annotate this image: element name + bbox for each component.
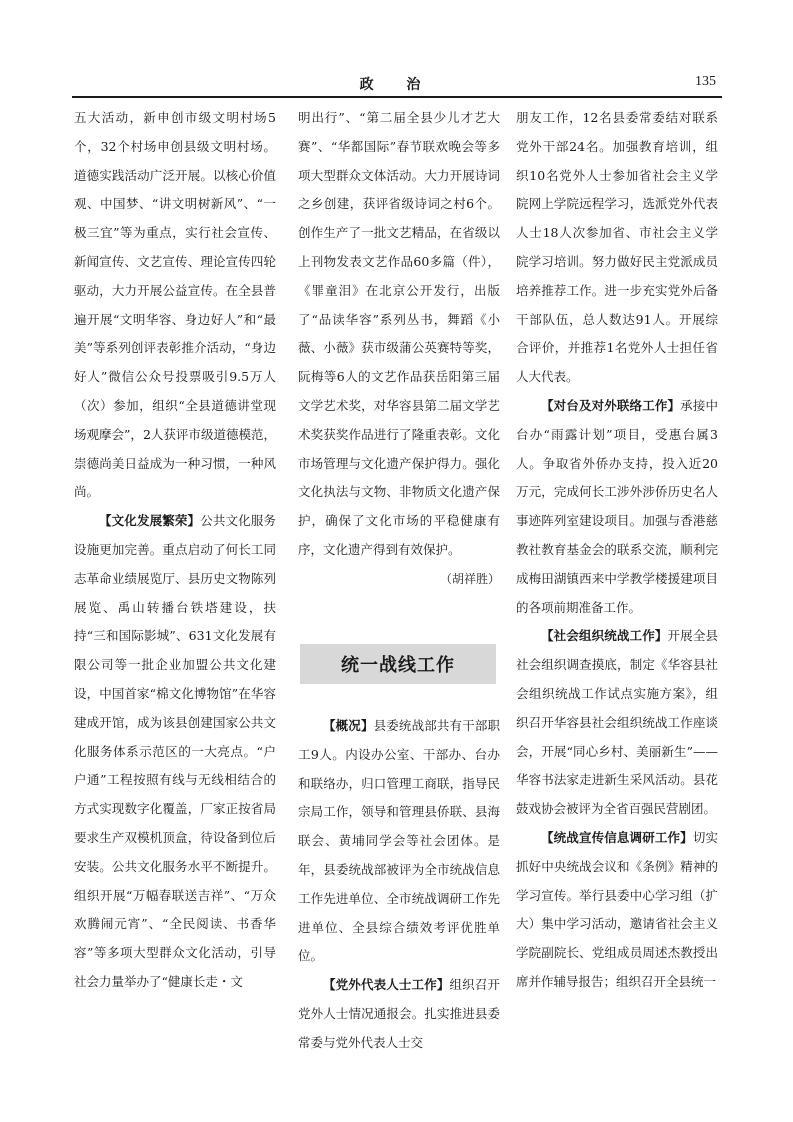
section-heading: 【概况】 <box>323 718 374 733</box>
section-heading: 【对台及对外联络工作】 <box>541 397 681 413</box>
paragraph-body: 县委统战部共有干部职工9人。内设办公室、干部办、台办和联络办，归口管理工商联，指导民宗局工作，领导和管理县侨联、县海联会、黄埔同学会等社会团体。是年，县委统战部被评为全市统战信息工作先进单位、全市统战调研工作先进单位、全县综合绩效考评优胜单位。 <box>298 718 500 964</box>
section-heading: 【统战宣传信息调研工作】 <box>541 829 693 845</box>
paragraph-body: 承接中台办“雨露计划”项目，受惠台属3人。争取省外侨办支持，投入近20万元，完成何长工涉外涉侨历史名人事迹阵列室建设项目。加强与香港慈教社教育基金会的联系交流，顺利完成梅田湖镇西来中学教学楼援建项目的各项前期准备工作。 <box>516 397 718 615</box>
paragraph-body: 开展全县社会组织调查摸底，制定《华容县社会组织统战工作试点实施方案》，组织召开华容县社会组织统战工作座谈会，开展“同心乡村、美丽新生”——华容书法家走进新生采风活动。县花鼓戏协会被评为全省百强民营剧团。 <box>516 628 718 817</box>
paragraph <box>74 507 276 997</box>
paragraph <box>516 824 718 997</box>
author-byline: （胡祥胜） <box>439 571 500 586</box>
text-column-1 <box>74 104 276 997</box>
section-heading: 【党外代表人士工作】 <box>323 977 450 993</box>
paragraph: 五大活动，新申创市级文明村场5个，32个村场申创县级文明村场。道德实践活动广泛开展。以核心价值观、中国梦、“讲文明树新风”、“一极三宜”等为重点，实行社会宣传、新闻宣传、文艺宣传、理论宣传四轮驱动，大力开展公益宣传。在全县普遍开展“文明华容、身边好人”和“最美”等系列创评表彰推介活动，“身边好人”微信公众号投票吸引9.5万人（次）参加，组织“全县道德讲堂现场观摩会”，2人获评市级道德模范，崇德尚美日益成为一种习惯，一种风尚。 <box>74 110 276 500</box>
text-column-2 <box>298 104 500 594</box>
page-header <box>72 72 722 94</box>
paragraph <box>298 712 500 971</box>
page-number: 135 <box>695 74 716 89</box>
paragraph <box>298 971 500 1057</box>
paragraph-body: 公共文化服务设施更加完善。重点启动了何长工同志革命业绩展览厅、县历史文物陈列展览、禹山转播台铁塔建设，扶持“三和国际影城”、631文化发展有限公司等一批企业加盟公共文化建设，中国首家“棉文化博物馆”在华容建成开馆，成为该县创建国家公共文化服务体系示范区的一大亮点。“户户通”工程按照有线与无线相结合的方式实现数字化覆盖，厂家正按省局要求生产双模机顶盒，待设备到位后安装。公共文化服务水平不断提升。组织开展“万幅春联送吉祥”、“万众欢腾闹元宵”、“全民阅读、书香华容”等多项大型群众文化活动，引导社会力量举办了“健康长走・文 <box>74 513 276 989</box>
section-heading: 【社会组织统战工作】 <box>541 628 668 644</box>
header-rule <box>72 96 722 98</box>
paragraph-body: 切实抓好中央统战会议和《条例》精神的学习宣传。举行县委中心学习组（扩大）集中学习活动，邀请省社会主义学院副院长、党组成员周述杰教授出席并作辅导报告；组织召开全县统一 <box>516 829 718 989</box>
section-title: 政 治 <box>359 77 435 93</box>
paragraph-body: 组织召开党外人士情况通报会。扎实推进县委常委与党外代表人士交 <box>298 977 500 1050</box>
section-heading: 【文化发展繁荣】 <box>99 513 201 529</box>
paragraph <box>516 622 718 824</box>
text-column-3 <box>516 104 718 997</box>
section-banner: 统一战线工作 <box>300 644 496 684</box>
paragraph <box>516 392 718 622</box>
paragraph: 朋友工作，12名县委常委结对联系党外干部24名。加强教育培训，组织10名党外人士参加省社会主义学院网上学院远程学习，选派党外代表人士18人次参加省、市社会主义学院学习培训。努力做好民主党派成员培养推荐工作。进一步充实党外后备干部队伍，总人数达91人。开展综合评价，并推荐1名党外人士担任省人大代表。 <box>516 110 718 385</box>
text-column-2-lower <box>298 712 500 1058</box>
paragraph: 明出行”、“第二届全县少儿才艺大赛”、“华都国际”春节联欢晚会等多项大型群众文体活动。大力开展诗词之乡创建，获评省级诗词之村6个。创作生产了一批文艺精品，在省级以上刊物发表文艺作品60多篇（件），《罪童泪》在北京公开发行，出版了“品读华容”系列丛书，舞蹈《小薇、小薇》获市级蒲公英赛特等奖，阮梅等6人的文艺作品获岳阳第三届文学艺术奖，对华容县第二届文学艺术奖获奖作品进行了隆重表彰。文化市场管理与文化遗产保护得力。强化文化执法与文物、非物质文化遗产保护，确保了文化市场的平稳健康有序，文化遗产得到有效保护。 <box>298 110 500 557</box>
